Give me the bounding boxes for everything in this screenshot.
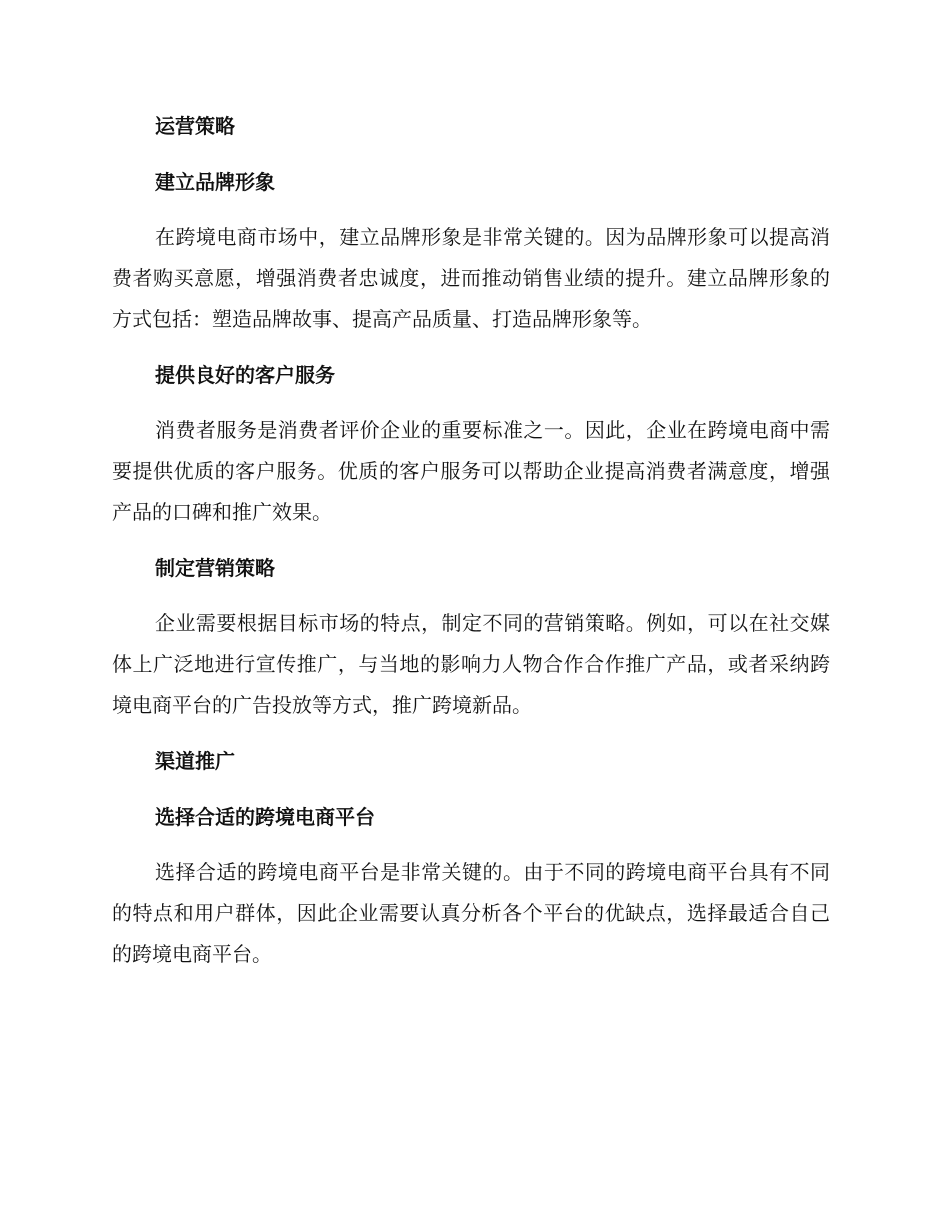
- paragraph-marketing-strategy: 企业需要根据目标市场的特点，制定不同的营销策略。例如，可以在社交媒体上广泛地进行宣传推广，与当地的影响力人物合作合作推广产品，或者采纳跨境电商平台的广告投放等方式，推广跨境新品。: [112, 611, 830, 717]
- paragraph-choose-platform: 选择合适的跨境电商平台是非常关键的。由于不同的跨境电商平台具有不同的特点和用户群体，因此企业需要认真分析各个平台的优缺点，选择最适合自己的跨境电商平台。: [112, 860, 830, 966]
- section-heading-channel-promotion: 渠道推广: [155, 749, 235, 773]
- subheading-choose-platform: 选择合适的跨境电商平台: [155, 805, 375, 829]
- subheading-build-brand-image: 建立品牌形象: [155, 170, 275, 194]
- subheading-marketing-strategy: 制定营销策略: [155, 556, 275, 580]
- document-body: [112, 105, 830, 989]
- subheading-customer-service: 提供良好的客户服务: [155, 363, 335, 387]
- paragraph-customer-service: 消费者服务是消费者评价企业的重要标准之一。因此，企业在跨境电商中需要提供优质的客户服务。优质的客户服务可以帮助企业提高消费者满意度，增强产品的口碑和推广效果。: [112, 418, 830, 524]
- section-heading-operations-strategy: 运营策略: [155, 114, 235, 138]
- paragraph-brand-image: 在跨境电商市场中，建立品牌形象是非常关键的。因为品牌形象可以提高消费者购买意愿，增强消费者忠诚度，进而推动销售业绩的提升。建立品牌形象的方式包括：塑造品牌故事、提高产品质量、打造品牌形象等。: [112, 225, 830, 331]
